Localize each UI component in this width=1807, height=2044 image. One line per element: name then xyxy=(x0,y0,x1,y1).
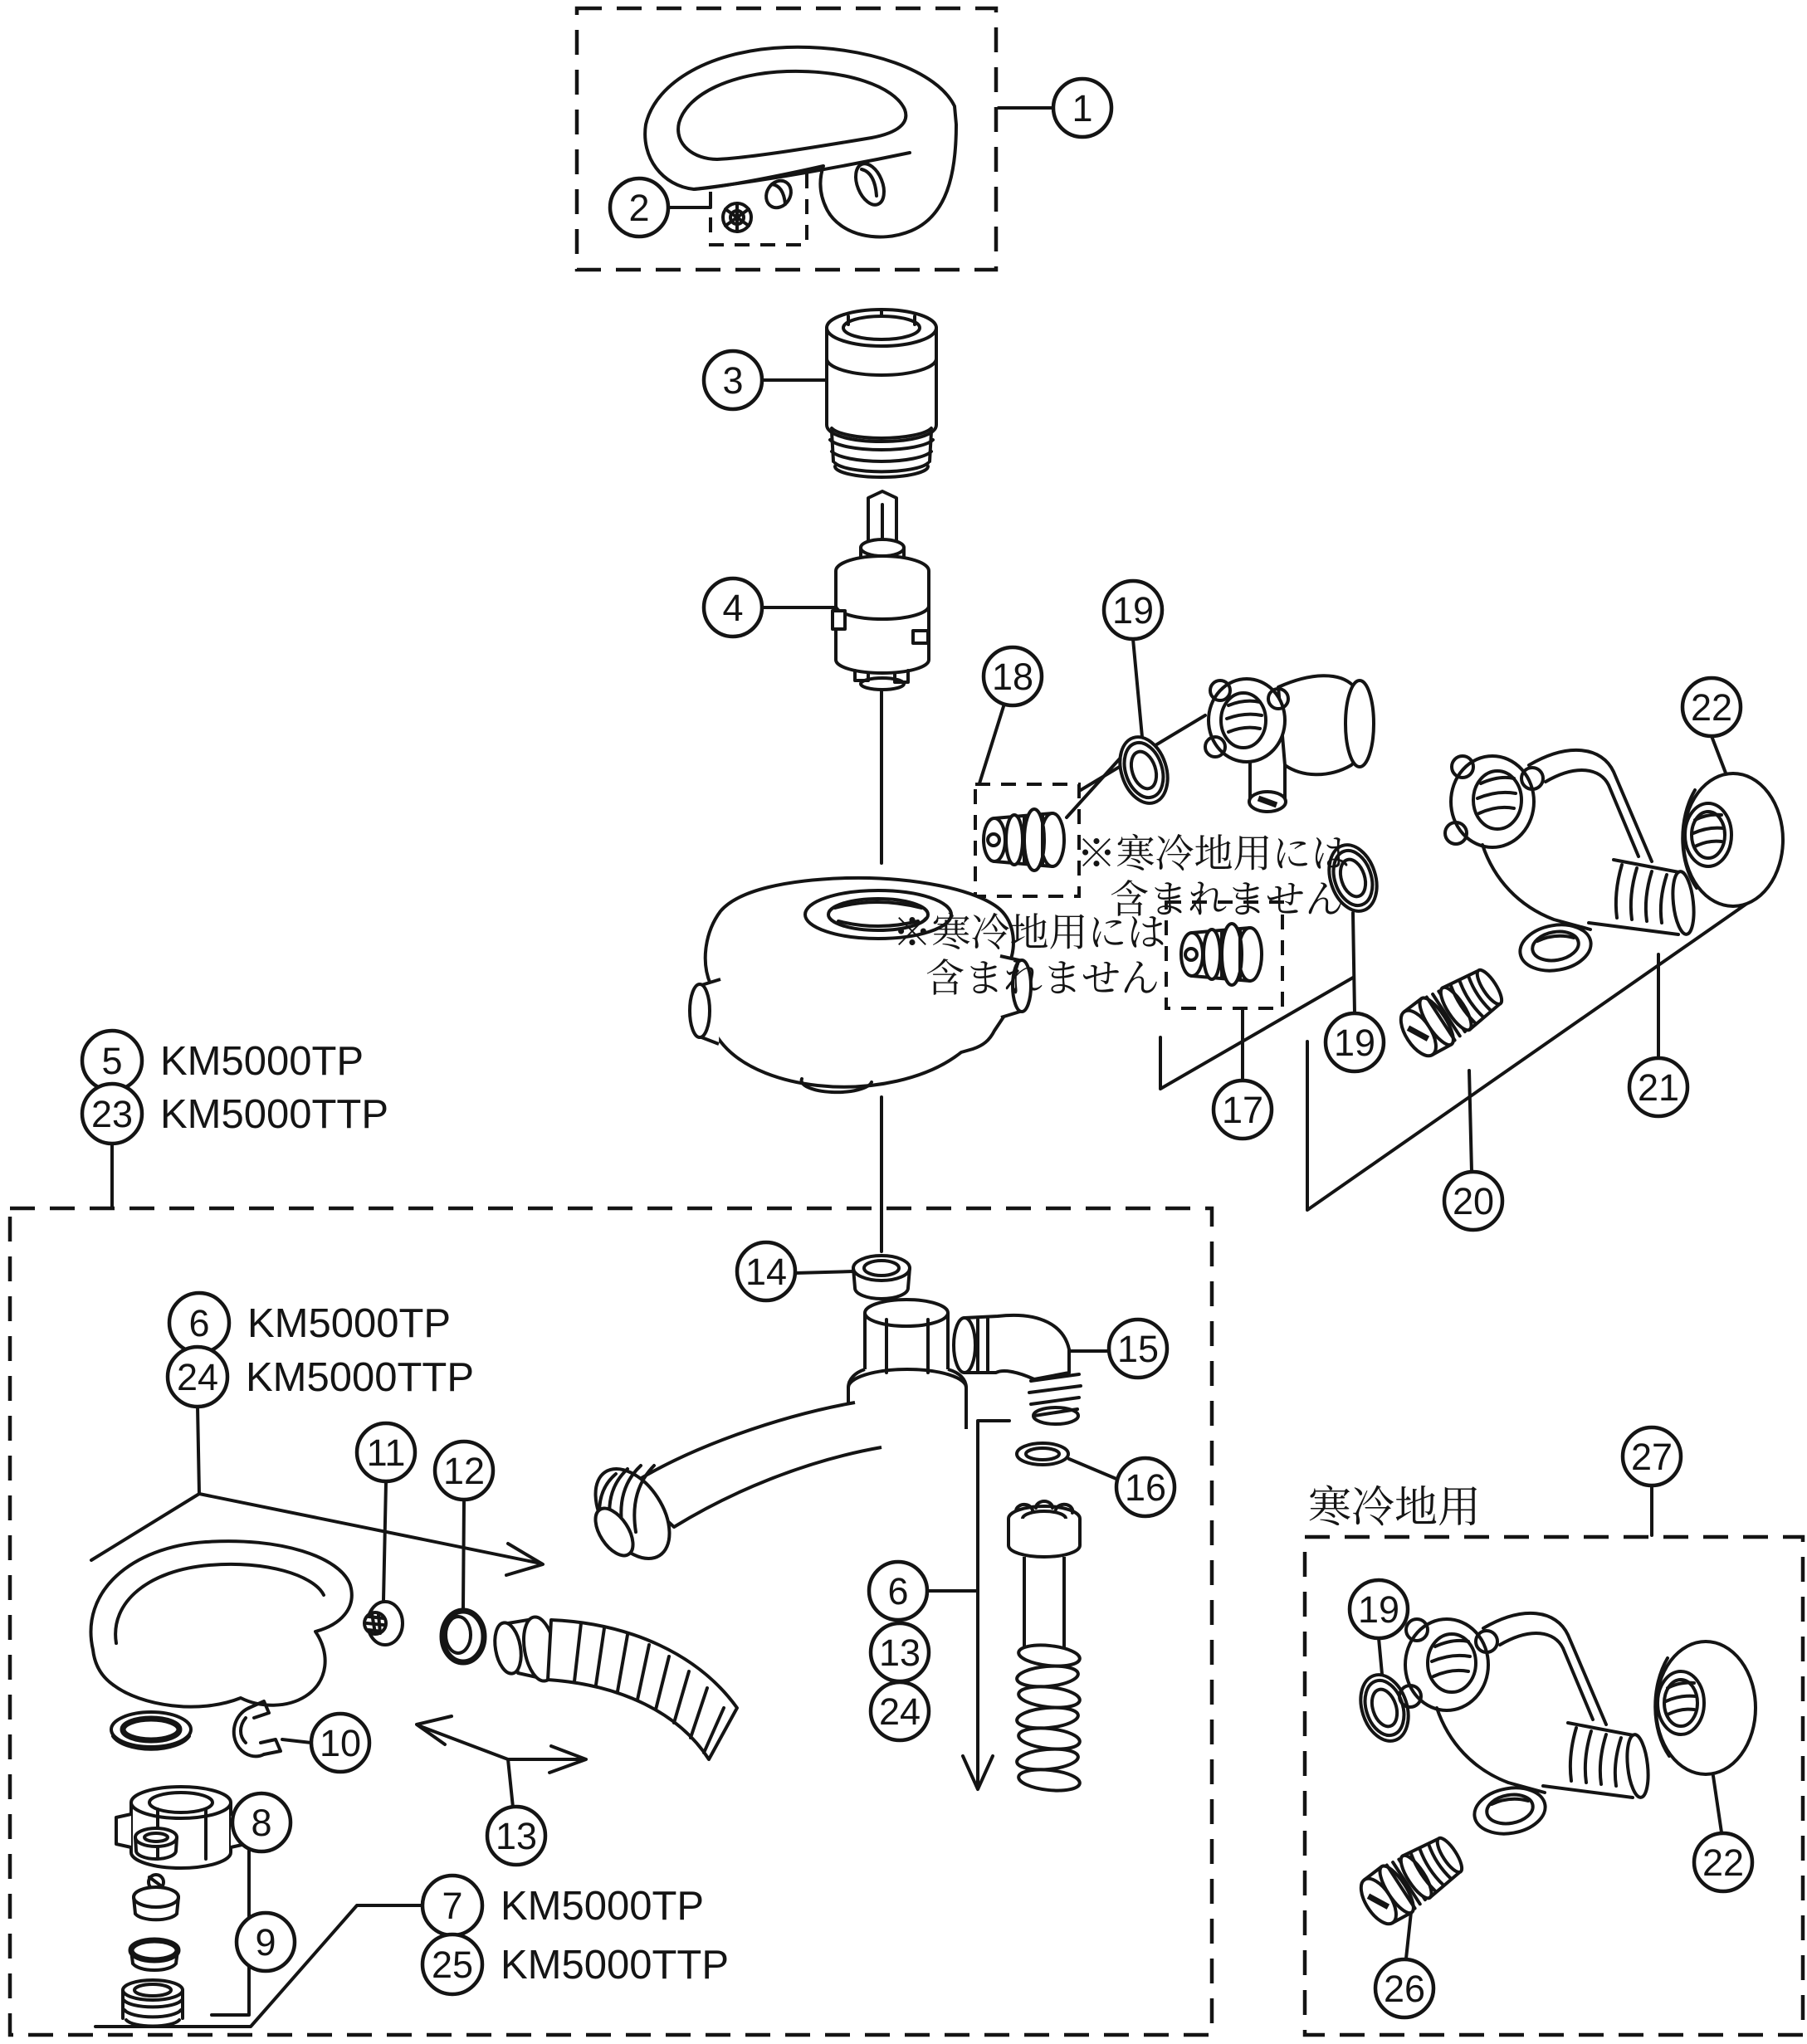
callout-13 xyxy=(487,1807,545,1865)
part-hose-vertical xyxy=(1009,1501,1081,1793)
svg-text:11: 11 xyxy=(366,1432,406,1474)
part-filter xyxy=(364,1602,403,1645)
callout-9 xyxy=(237,1913,295,1971)
callout-3 xyxy=(704,351,762,409)
part-escutcheon-22b xyxy=(1655,1642,1756,1774)
callout-27 xyxy=(1623,1427,1681,1485)
part-cap xyxy=(827,310,936,477)
svg-text:15: 15 xyxy=(1116,1328,1160,1370)
svg-text:22: 22 xyxy=(1690,686,1733,729)
label-set-23 xyxy=(82,1084,388,1144)
part-elbow xyxy=(954,1315,1081,1424)
svg-text:17: 17 xyxy=(1221,1089,1264,1131)
callout-22a xyxy=(1682,678,1741,736)
part-shower-head xyxy=(90,1541,351,1749)
part-leg-cold xyxy=(1399,1613,1651,1839)
callout-19b xyxy=(1326,1013,1384,1071)
label-set-5 xyxy=(82,1031,364,1090)
part-spout xyxy=(580,1300,966,1572)
svg-text:2: 2 xyxy=(628,187,650,229)
svg-text:7: 7 xyxy=(442,1885,463,1927)
svg-text:5: 5 xyxy=(101,1040,123,1082)
svg-text:1: 1 xyxy=(1072,87,1093,129)
svg-text:3: 3 xyxy=(722,359,744,402)
callout-24-column xyxy=(871,1682,929,1740)
cold-region-header: 寒冷地用 xyxy=(1308,1484,1482,1532)
callout-8 xyxy=(232,1793,291,1851)
part-hose-curved xyxy=(491,1614,737,1759)
callout-1 xyxy=(1053,79,1111,137)
note-lower-line2: 含まれません xyxy=(925,956,1160,1000)
svg-text:KM5000TTP: KM5000TTP xyxy=(501,1943,730,1988)
svg-text:6: 6 xyxy=(887,1570,909,1612)
svg-text:19: 19 xyxy=(1111,589,1155,632)
part-nut-8 xyxy=(116,1787,246,1868)
callout-14 xyxy=(737,1242,795,1300)
svg-text:KM5000TP: KM5000TP xyxy=(501,1884,705,1929)
note-upper-line2: 含まれません xyxy=(1110,877,1344,921)
callout-6-column xyxy=(869,1562,927,1620)
svg-text:24: 24 xyxy=(878,1690,921,1733)
svg-text:12: 12 xyxy=(442,1450,486,1492)
callout-18 xyxy=(984,647,1042,705)
part-wall-elbow xyxy=(1205,676,1374,812)
svg-text:10: 10 xyxy=(319,1722,362,1764)
callout-22b xyxy=(1694,1833,1752,1891)
label-set-24 xyxy=(168,1347,474,1407)
svg-text:13: 13 xyxy=(495,1815,538,1857)
callout-16 xyxy=(1116,1458,1175,1516)
callout-26 xyxy=(1375,1959,1433,2017)
part-washer-19a xyxy=(1112,731,1176,810)
callout-15 xyxy=(1109,1320,1167,1378)
label-set-25 xyxy=(422,1934,729,1994)
callouts xyxy=(232,79,1752,2017)
svg-text:KM5000TP: KM5000TP xyxy=(247,1301,452,1346)
callout-11 xyxy=(357,1423,415,1481)
callout-19c xyxy=(1350,1580,1408,1638)
callout-10 xyxy=(311,1714,369,1772)
callout-4 xyxy=(704,578,762,637)
label-set-6 xyxy=(169,1293,451,1353)
svg-text:24: 24 xyxy=(176,1356,219,1398)
svg-text:22: 22 xyxy=(1702,1842,1745,1884)
svg-text:19: 19 xyxy=(1333,1022,1376,1064)
callout-19a xyxy=(1104,581,1162,639)
callout-21 xyxy=(1629,1058,1687,1116)
svg-text:KM5000TTP: KM5000TTP xyxy=(160,1092,389,1137)
svg-text:KM5000TTP: KM5000TTP xyxy=(246,1355,475,1400)
svg-text:18: 18 xyxy=(991,656,1034,698)
svg-text:KM5000TP: KM5000TP xyxy=(160,1039,364,1084)
svg-text:6: 6 xyxy=(188,1302,210,1344)
part-clip xyxy=(234,1701,281,1756)
part-leg xyxy=(1445,750,1697,976)
note-upper-line1: ※寒冷地用には xyxy=(1077,832,1350,876)
callout-17 xyxy=(1214,1081,1272,1139)
svg-text:14: 14 xyxy=(745,1251,788,1293)
part-cartridge xyxy=(833,491,929,690)
svg-text:19: 19 xyxy=(1357,1588,1400,1631)
callout-20 xyxy=(1444,1172,1502,1230)
note-lower-line1: ※寒冷地用には xyxy=(892,910,1166,954)
svg-text:8: 8 xyxy=(251,1802,272,1844)
part-check-valve-upper xyxy=(984,809,1064,871)
svg-text:9: 9 xyxy=(255,1921,276,1964)
label-set-7 xyxy=(422,1876,704,1935)
svg-text:25: 25 xyxy=(431,1944,474,1986)
callout-2 xyxy=(610,178,668,237)
svg-text:23: 23 xyxy=(90,1093,134,1135)
svg-text:20: 20 xyxy=(1452,1180,1495,1222)
part-check-valve-lower xyxy=(1181,924,1262,985)
part-nipple-20 xyxy=(1393,960,1510,1062)
svg-text:4: 4 xyxy=(722,587,744,629)
svg-text:13: 13 xyxy=(878,1632,921,1674)
callout-13-column xyxy=(871,1623,929,1681)
svg-text:16: 16 xyxy=(1124,1466,1167,1509)
part-escutcheon-22a xyxy=(1682,773,1783,906)
part-oring-16 xyxy=(1017,1443,1068,1465)
part-oring-12 xyxy=(442,1611,484,1662)
part-seat-ring xyxy=(853,1256,910,1299)
svg-text:26: 26 xyxy=(1383,1968,1426,2010)
svg-text:21: 21 xyxy=(1637,1066,1680,1109)
callout-12 xyxy=(435,1442,493,1500)
svg-text:27: 27 xyxy=(1630,1436,1673,1478)
